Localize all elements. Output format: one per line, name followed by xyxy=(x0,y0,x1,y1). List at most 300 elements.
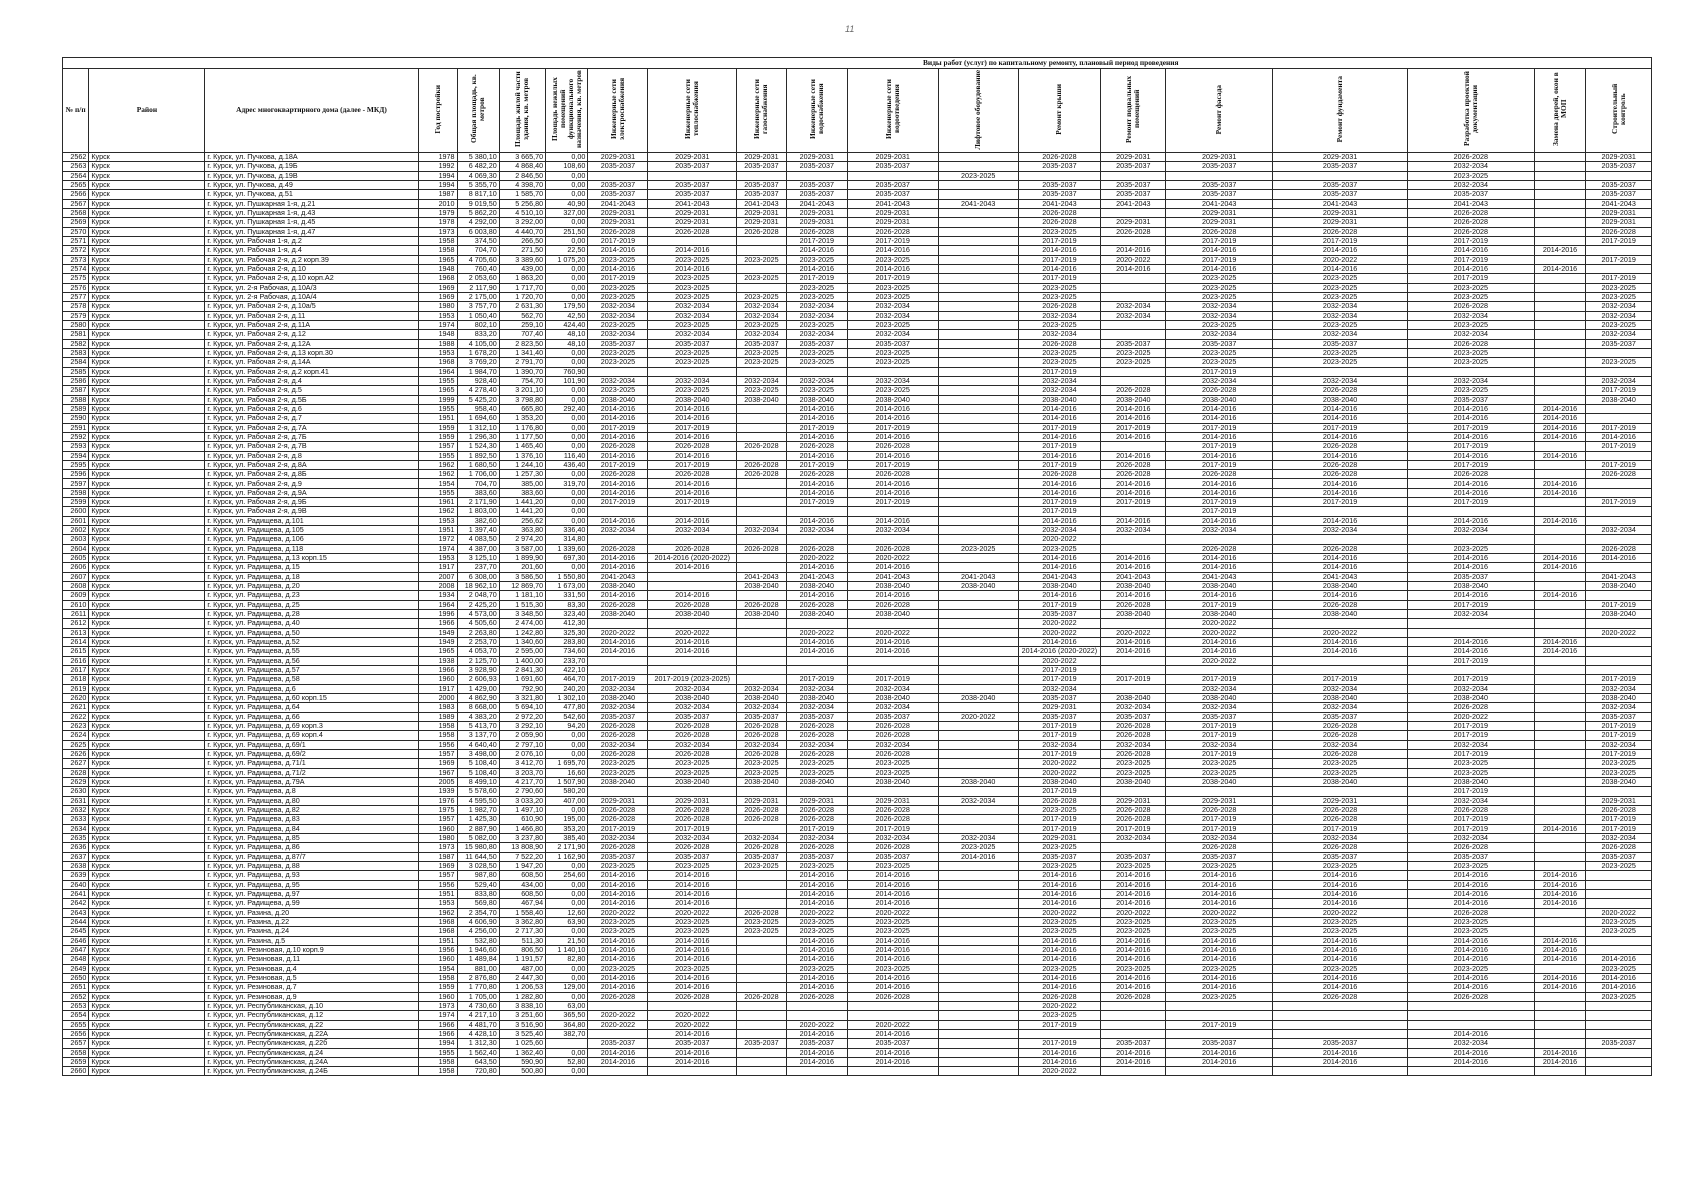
cell-address: г. Курск, ул. Радищева, д.97 xyxy=(205,889,418,898)
cell-district: Курск xyxy=(89,479,205,488)
cell-row-number: 2609 xyxy=(63,591,89,600)
cell-heating-networks xyxy=(648,367,737,376)
cell-gas-networks xyxy=(737,1057,787,1066)
cell-sewerage-networks: 2026-2028 xyxy=(847,750,938,759)
cell-construction-control: 2023-2025 xyxy=(1586,283,1652,292)
cell-electric-networks: 2020-2022 xyxy=(588,1020,648,1029)
cell-total-area: 1 982,70 xyxy=(457,805,499,814)
cell-roof-repair: 2017-2019 xyxy=(1018,1020,1100,1029)
cell-total-area: 2 125,70 xyxy=(457,656,499,665)
table-row xyxy=(63,470,1652,479)
cell-total-area: 11 644,50 xyxy=(457,852,499,861)
cell-roof-repair: 2023-2025 xyxy=(1018,292,1100,301)
cell-roof-repair: 2017-2019 xyxy=(1018,750,1100,759)
cell-electric-networks: 2023-2025 xyxy=(588,348,648,357)
cell-roof-repair: 2020-2022 xyxy=(1018,628,1100,637)
cell-facade-repair: 2017-2019 xyxy=(1166,1020,1273,1029)
cell-district: Курск xyxy=(89,320,205,329)
cell-foundation-repair: 2014-2016 xyxy=(1273,414,1408,423)
cell-district: Курск xyxy=(89,255,205,264)
cell-construction-control xyxy=(1586,171,1652,180)
cell-project-documentation: 2023-2025 xyxy=(1408,320,1535,329)
cell-gas-networks: 2026-2028 xyxy=(737,722,787,731)
cell-heating-networks: 2023-2025 xyxy=(648,274,737,283)
cell-nonresidential-area: 0,00 xyxy=(546,861,588,870)
table-row xyxy=(63,283,1652,292)
cell-district: Курск xyxy=(89,367,205,376)
cell-foundation-repair: 2026-2028 xyxy=(1273,815,1408,824)
cell-electric-networks: 2038-2040 xyxy=(588,610,648,619)
cell-heating-networks: 2014-2016 xyxy=(648,889,737,898)
cell-build-year: 1983 xyxy=(418,703,457,712)
cell-electric-networks: 2032-2034 xyxy=(588,330,648,339)
cell-project-documentation xyxy=(1408,666,1535,675)
cell-foundation-repair: 2014-2016 xyxy=(1273,479,1408,488)
cell-total-area: 833,80 xyxy=(457,889,499,898)
table-row xyxy=(63,722,1652,731)
table-row xyxy=(63,973,1652,982)
cell-basement-repair: 2026-2028 xyxy=(1101,227,1166,236)
cell-row-number: 2579 xyxy=(63,311,89,320)
cell-facade-repair: 2023-2025 xyxy=(1166,348,1273,357)
cell-electric-networks xyxy=(588,171,648,180)
cell-roof-repair: 2014-2016 xyxy=(1018,1057,1100,1066)
cell-basement-repair: 2029-2031 xyxy=(1101,796,1166,805)
cell-district: Курск xyxy=(89,330,205,339)
cell-residential-area: 4 217,70 xyxy=(499,777,545,786)
cell-district: Курск xyxy=(89,1020,205,1029)
cell-residential-area: 2 974,20 xyxy=(499,535,545,544)
cell-basement-repair: 2038-2040 xyxy=(1101,610,1166,619)
cell-water-supply-networks: 2020-2022 xyxy=(786,554,847,563)
cell-electric-networks: 2026-2028 xyxy=(588,544,648,553)
cell-electric-networks: 2023-2025 xyxy=(588,964,648,973)
cell-heating-networks: 2014-2016 xyxy=(648,246,737,255)
cell-sewerage-networks: 2032-2034 xyxy=(847,376,938,385)
cell-total-area: 4 256,00 xyxy=(457,927,499,936)
cell-facade-repair xyxy=(1166,535,1273,544)
cell-basement-repair: 2023-2025 xyxy=(1101,917,1166,926)
cell-foundation-repair: 2023-2025 xyxy=(1273,320,1408,329)
cell-row-number: 2574 xyxy=(63,264,89,273)
cell-total-area: 1 562,40 xyxy=(457,1048,499,1057)
cell-total-area: 1 425,30 xyxy=(457,815,499,824)
cell-heating-networks: 2014-2016 xyxy=(648,1057,737,1066)
cell-gas-networks: 2041-2043 xyxy=(737,572,787,581)
cell-basement-repair: 2014-2016 xyxy=(1101,432,1166,441)
cell-address: г. Курск, ул. Рабочая 2-я, д.13 корп.30 xyxy=(205,348,418,357)
cell-facade-repair: 2014-2016 xyxy=(1166,983,1273,992)
cell-roof-repair: 2026-2028 xyxy=(1018,470,1100,479)
cell-build-year: 1994 xyxy=(418,171,457,180)
cell-gas-networks: 2038-2040 xyxy=(737,694,787,703)
cell-sewerage-networks: 2029-2031 xyxy=(847,208,938,217)
cell-water-supply-networks: 2014-2016 xyxy=(786,404,847,413)
cell-residential-area: 3 201,10 xyxy=(499,386,545,395)
cell-residential-area: 1 441,20 xyxy=(499,498,545,507)
cell-doors-windows-replacement: 2014-2016 xyxy=(1534,414,1586,423)
cell-build-year: 1959 xyxy=(418,983,457,992)
cell-address: г. Курск, ул. Рабочая 2-я, д.2 корп.41 xyxy=(205,367,418,376)
cell-row-number: 2612 xyxy=(63,619,89,628)
cell-elevator-equipment xyxy=(938,264,1018,273)
cell-facade-repair: 2023-2025 xyxy=(1166,927,1273,936)
cell-construction-control: 2023-2025 xyxy=(1586,768,1652,777)
cell-doors-windows-replacement: 2014-2016 xyxy=(1534,1048,1586,1057)
cell-basement-repair: 2026-2028 xyxy=(1101,805,1166,814)
table-row xyxy=(63,591,1652,600)
cell-district: Курск xyxy=(89,1057,205,1066)
cell-water-supply-networks: 2026-2028 xyxy=(786,992,847,1001)
cell-residential-area: 2 631,30 xyxy=(499,302,545,311)
cell-row-number: 2600 xyxy=(63,507,89,516)
cell-nonresidential-area: 0,00 xyxy=(546,498,588,507)
cell-doors-windows-replacement: 2014-2016 xyxy=(1534,404,1586,413)
cell-doors-windows-replacement xyxy=(1534,470,1586,479)
cell-nonresidential-area: 83,30 xyxy=(546,600,588,609)
cell-project-documentation: 2038-2040 xyxy=(1408,777,1535,786)
cell-total-area: 6 482,20 xyxy=(457,162,499,171)
cell-foundation-repair: 2014-2016 xyxy=(1273,973,1408,982)
table-row xyxy=(63,264,1652,273)
cell-nonresidential-area: 0,00 xyxy=(546,516,588,525)
cell-construction-control xyxy=(1586,889,1652,898)
cell-row-number: 2606 xyxy=(63,563,89,572)
cell-residential-area: 3 525,40 xyxy=(499,1029,545,1038)
cell-basement-repair: 2038-2040 xyxy=(1101,582,1166,591)
cell-water-supply-networks: 2023-2025 xyxy=(786,320,847,329)
cell-nonresidential-area: 12,60 xyxy=(546,908,588,917)
cell-build-year: 1951 xyxy=(418,526,457,535)
cell-nonresidential-area: 336,40 xyxy=(546,526,588,535)
cell-address: г. Курск, ул. Радищева, д.95 xyxy=(205,880,418,889)
cell-foundation-repair: 2014-2016 xyxy=(1273,246,1408,255)
cell-electric-networks: 2023-2025 xyxy=(588,861,648,870)
cell-gas-networks xyxy=(737,1067,787,1076)
column-header-label: Инженерные сети водоснабжения xyxy=(807,79,825,140)
cell-sewerage-networks: 2014-2016 xyxy=(847,516,938,525)
cell-electric-networks: 2038-2040 xyxy=(588,777,648,786)
cell-gas-networks xyxy=(737,628,787,637)
cell-address: г. Курск, ул. Рабочая 2-я, д.9А xyxy=(205,488,418,497)
cell-basement-repair: 2041-2043 xyxy=(1101,199,1166,208)
cell-foundation-repair: 2023-2025 xyxy=(1273,927,1408,936)
cell-facade-repair xyxy=(1166,1011,1273,1020)
cell-total-area: 1 892,50 xyxy=(457,451,499,460)
cell-roof-repair: 2014-2016 xyxy=(1018,889,1100,898)
cell-sewerage-networks: 2023-2025 xyxy=(847,255,938,264)
cell-sewerage-networks: 2029-2031 xyxy=(847,218,938,227)
cell-electric-networks: 2014-2016 xyxy=(588,945,648,954)
table-row xyxy=(63,227,1652,236)
table-row xyxy=(63,171,1652,180)
cell-residential-area: 3 798,80 xyxy=(499,395,545,404)
cell-build-year: 1992 xyxy=(418,162,457,171)
cell-row-number: 2642 xyxy=(63,899,89,908)
cell-doors-windows-replacement xyxy=(1534,1067,1586,1076)
cell-build-year: 1974 xyxy=(418,320,457,329)
cell-facade-repair: 2014-2016 xyxy=(1166,414,1273,423)
cell-heating-networks: 2041-2043 xyxy=(648,199,737,208)
cell-basement-repair: 2023-2025 xyxy=(1101,348,1166,357)
cell-sewerage-networks: 2017-2019 xyxy=(847,460,938,469)
cell-build-year: 1965 xyxy=(418,386,457,395)
cell-district: Курск xyxy=(89,843,205,852)
cell-total-area: 2 876,80 xyxy=(457,973,499,982)
table-row xyxy=(63,274,1652,283)
cell-doors-windows-replacement xyxy=(1534,153,1586,162)
cell-gas-networks: 2023-2025 xyxy=(737,927,787,936)
cell-foundation-repair: 2026-2028 xyxy=(1273,442,1408,451)
cell-basement-repair xyxy=(1101,292,1166,301)
cell-total-area: 1 489,84 xyxy=(457,955,499,964)
cell-roof-repair: 2023-2025 xyxy=(1018,348,1100,357)
cell-build-year: 1953 xyxy=(418,899,457,908)
cell-roof-repair: 2014-2016 xyxy=(1018,591,1100,600)
cell-construction-control: 2032-2034 xyxy=(1586,833,1652,842)
cell-total-area: 1 706,00 xyxy=(457,470,499,479)
cell-address: г. Курск, ул. Радищева, д.69/2 xyxy=(205,750,418,759)
cell-heating-networks xyxy=(648,535,737,544)
cell-water-supply-networks xyxy=(786,787,847,796)
cell-gas-networks: 2023-2025 xyxy=(737,274,787,283)
cell-gas-networks xyxy=(737,423,787,432)
cell-basement-repair: 2029-2031 xyxy=(1101,153,1166,162)
cell-residential-area: 1 341,40 xyxy=(499,348,545,357)
cell-construction-control xyxy=(1586,1011,1652,1020)
cell-gas-networks: 2035-2037 xyxy=(737,1039,787,1048)
cell-gas-networks xyxy=(737,983,787,992)
cell-sewerage-networks: 2014-2016 xyxy=(847,246,938,255)
cell-project-documentation: 2035-2037 xyxy=(1408,852,1535,861)
cell-facade-repair: 2023-2025 xyxy=(1166,917,1273,926)
cell-heating-networks: 2014-2016 xyxy=(648,479,737,488)
cell-sewerage-networks: 2014-2016 xyxy=(847,432,938,441)
cell-row-number: 2625 xyxy=(63,740,89,749)
cell-gas-networks xyxy=(737,367,787,376)
table-body xyxy=(63,153,1652,1076)
cell-construction-control xyxy=(1586,246,1652,255)
cell-nonresidential-area: 0,00 xyxy=(546,386,588,395)
header-label-row xyxy=(63,69,1652,153)
cell-nonresidential-area: 0,00 xyxy=(546,889,588,898)
cell-build-year: 1954 xyxy=(418,964,457,973)
cell-total-area: 4 640,40 xyxy=(457,740,499,749)
cell-total-area: 704,70 xyxy=(457,246,499,255)
cell-heating-networks xyxy=(648,1067,737,1076)
column-header-elevator-equipment xyxy=(938,69,1018,153)
cell-address: г. Курск, ул. Резиновая, д.11 xyxy=(205,955,418,964)
cell-row-number: 2657 xyxy=(63,1039,89,1048)
cell-water-supply-networks: 2026-2028 xyxy=(786,843,847,852)
cell-water-supply-networks: 2038-2040 xyxy=(786,777,847,786)
cell-elevator-equipment xyxy=(938,805,1018,814)
cell-sewerage-networks: 2035-2037 xyxy=(847,712,938,721)
cell-nonresidential-area: 424,40 xyxy=(546,320,588,329)
cell-elevator-equipment xyxy=(938,1001,1018,1010)
cell-roof-repair: 2017-2019 xyxy=(1018,367,1100,376)
cell-water-supply-networks: 2032-2034 xyxy=(786,740,847,749)
cell-doors-windows-replacement xyxy=(1534,703,1586,712)
cell-residential-area: 271,50 xyxy=(499,246,545,255)
cell-heating-networks: 2026-2028 xyxy=(648,470,737,479)
cell-facade-repair: 2035-2037 xyxy=(1166,339,1273,348)
cell-residential-area: 3 348,50 xyxy=(499,610,545,619)
cell-residential-area: 256,62 xyxy=(499,516,545,525)
cell-residential-area: 5 256,80 xyxy=(499,199,545,208)
column-header-sewerage-networks xyxy=(847,69,938,153)
cell-row-number: 2614 xyxy=(63,638,89,647)
table-row xyxy=(63,871,1652,880)
cell-address: г. Курск, ул. Рабочая 2-я, д.9Б xyxy=(205,498,418,507)
cell-roof-repair: 2035-2037 xyxy=(1018,162,1100,171)
cell-water-supply-networks: 2014-2016 xyxy=(786,591,847,600)
cell-electric-networks: 2023-2025 xyxy=(588,927,648,936)
cell-gas-networks xyxy=(737,236,787,245)
cell-construction-control: 2014-2016 xyxy=(1586,432,1652,441)
cell-address: г. Курск, ул. Радищева, д.105 xyxy=(205,526,418,535)
cell-row-number: 2601 xyxy=(63,516,89,525)
cell-address: г. Курск, ул. Радищева, д.56 xyxy=(205,656,418,665)
cell-construction-control xyxy=(1586,516,1652,525)
cell-residential-area: 1 899,90 xyxy=(499,554,545,563)
cell-gas-networks: 2038-2040 xyxy=(737,395,787,404)
cell-total-area: 704,70 xyxy=(457,479,499,488)
cell-gas-networks: 2026-2028 xyxy=(737,470,787,479)
cell-electric-networks: 2023-2025 xyxy=(588,759,648,768)
cell-total-area: 1 680,50 xyxy=(457,460,499,469)
cell-total-area: 15 980,80 xyxy=(457,843,499,852)
cell-project-documentation xyxy=(1408,628,1535,637)
cell-facade-repair: 2017-2019 xyxy=(1166,498,1273,507)
cell-row-number: 2602 xyxy=(63,526,89,535)
table-row xyxy=(63,694,1652,703)
cell-foundation-repair: 2035-2037 xyxy=(1273,190,1408,199)
cell-sewerage-networks: 2032-2034 xyxy=(847,684,938,693)
table-row xyxy=(63,955,1652,964)
cell-total-area: 4 217,10 xyxy=(457,1011,499,1020)
cell-gas-networks xyxy=(737,1001,787,1010)
cell-gas-networks xyxy=(737,1020,787,1029)
cell-nonresidential-area: 116,40 xyxy=(546,451,588,460)
cell-project-documentation: 2026-2028 xyxy=(1408,339,1535,348)
cell-basement-repair xyxy=(1101,1020,1166,1029)
cell-elevator-equipment xyxy=(938,311,1018,320)
cell-roof-repair: 2023-2025 xyxy=(1018,320,1100,329)
cell-row-number: 2590 xyxy=(63,414,89,423)
cell-total-area: 3 028,50 xyxy=(457,861,499,870)
cell-heating-networks: 2023-2025 xyxy=(648,927,737,936)
cell-facade-repair: 2038-2040 xyxy=(1166,777,1273,786)
cell-residential-area: 1 497,10 xyxy=(499,805,545,814)
cell-doors-windows-replacement xyxy=(1534,796,1586,805)
cell-foundation-repair: 2014-2016 xyxy=(1273,647,1408,656)
cell-build-year: 2000 xyxy=(418,694,457,703)
cell-district: Курск xyxy=(89,208,205,217)
cell-row-number: 2624 xyxy=(63,731,89,740)
cell-district: Курск xyxy=(89,666,205,675)
cell-address: г. Курск, ул. Радищева, д.20 xyxy=(205,582,418,591)
table-row xyxy=(63,945,1652,954)
cell-construction-control: 2023-2025 xyxy=(1586,964,1652,973)
cell-district: Курск xyxy=(89,1039,205,1048)
cell-total-area: 4 862,90 xyxy=(457,694,499,703)
cell-row-number: 2603 xyxy=(63,535,89,544)
cell-doors-windows-replacement xyxy=(1534,740,1586,749)
cell-project-documentation: 2014-2016 xyxy=(1408,936,1535,945)
cell-roof-repair: 2014-2016 xyxy=(1018,479,1100,488)
cell-address: г. Курск, ул. Республиканская, д.22б xyxy=(205,1039,418,1048)
cell-nonresidential-area: 1 075,20 xyxy=(546,255,588,264)
cell-project-documentation: 2032-2034 xyxy=(1408,610,1535,619)
cell-total-area: 4 595,50 xyxy=(457,796,499,805)
cell-doors-windows-replacement xyxy=(1534,498,1586,507)
cell-facade-repair: 2035-2037 xyxy=(1166,712,1273,721)
cell-residential-area: 3 516,90 xyxy=(499,1020,545,1029)
cell-water-supply-networks xyxy=(786,367,847,376)
cell-construction-control xyxy=(1586,563,1652,572)
cell-gas-networks: 2035-2037 xyxy=(737,712,787,721)
cell-heating-networks xyxy=(648,1001,737,1010)
cell-elevator-equipment xyxy=(938,479,1018,488)
cell-foundation-repair xyxy=(1273,367,1408,376)
cell-residential-area: 2 823,50 xyxy=(499,339,545,348)
cell-foundation-repair: 2014-2016 xyxy=(1273,899,1408,908)
cell-row-number: 2622 xyxy=(63,712,89,721)
cell-district: Курск xyxy=(89,348,205,357)
cell-address: г. Курск, ул. 2-я Рабочая, д.10А/4 xyxy=(205,292,418,301)
cell-sewerage-networks: 2014-2016 xyxy=(847,1057,938,1066)
cell-roof-repair: 2014-2016 xyxy=(1018,563,1100,572)
cell-address: г. Курск, ул. Радищева, д.69 корп.4 xyxy=(205,731,418,740)
cell-elevator-equipment xyxy=(938,1048,1018,1057)
cell-project-documentation: 2023-2025 xyxy=(1408,917,1535,926)
cell-elevator-equipment xyxy=(938,610,1018,619)
cell-electric-networks: 2026-2028 xyxy=(588,992,648,1001)
cell-address: г. Курск, ул. Радищева, д.58 xyxy=(205,675,418,684)
cell-row-number: 2658 xyxy=(63,1048,89,1057)
cell-nonresidential-area: 0,00 xyxy=(546,358,588,367)
cell-address: г. Курск, ул. Радищева, д.28 xyxy=(205,610,418,619)
cell-build-year: 1951 xyxy=(418,414,457,423)
cell-sewerage-networks: 2023-2025 xyxy=(847,759,938,768)
cell-build-year: 1917 xyxy=(418,684,457,693)
cell-sewerage-networks: 2038-2040 xyxy=(847,777,938,786)
cell-sewerage-networks: 2035-2037 xyxy=(847,339,938,348)
cell-project-documentation: 2023-2025 xyxy=(1408,171,1535,180)
cell-total-area: 1 694,60 xyxy=(457,414,499,423)
cell-build-year: 1967 xyxy=(418,768,457,777)
cell-heating-networks: 2032-2034 xyxy=(648,330,737,339)
cell-foundation-repair: 2035-2037 xyxy=(1273,180,1408,189)
cell-project-documentation: 2017-2019 xyxy=(1408,731,1535,740)
cell-nonresidential-area: 0,00 xyxy=(546,218,588,227)
cell-sewerage-networks: 2014-2016 xyxy=(847,889,938,898)
cell-build-year: 1958 xyxy=(418,722,457,731)
cell-construction-control: 2014-2016 xyxy=(1586,554,1652,563)
cell-residential-area: 610,90 xyxy=(499,815,545,824)
cell-roof-repair: 2026-2028 xyxy=(1018,992,1100,1001)
cell-roof-repair: 2023-2025 xyxy=(1018,1011,1100,1020)
cell-build-year: 1957 xyxy=(418,750,457,759)
cell-total-area: 4 278,40 xyxy=(457,386,499,395)
cell-project-documentation: 2017-2019 xyxy=(1408,600,1535,609)
column-header-water-supply-networks xyxy=(786,69,847,153)
cell-project-documentation: 2026-2028 xyxy=(1408,153,1535,162)
cell-sewerage-networks: 2032-2034 xyxy=(847,703,938,712)
cell-project-documentation: 2014-2016 xyxy=(1408,432,1535,441)
cell-address: г. Курск, ул. Рабочая 2-я, д.10 корп.А2 xyxy=(205,274,418,283)
